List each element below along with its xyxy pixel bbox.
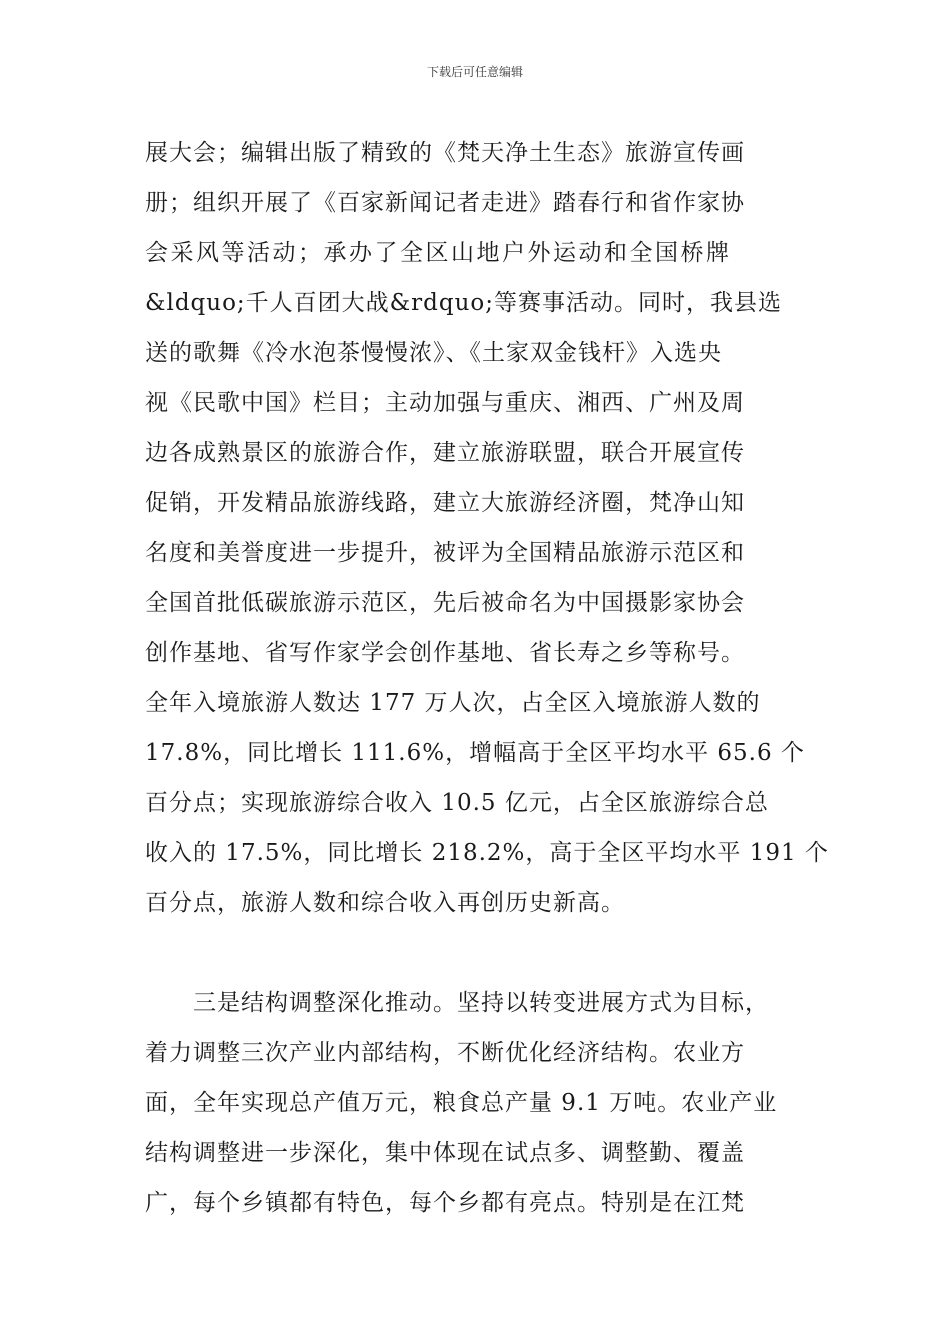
text-line: 会采风等活动；承办了全区山地户外运动和全国桥牌 bbox=[145, 240, 732, 266]
text-line: 三是结构调整深化推动。坚持以转变进展方式为目标， bbox=[145, 990, 769, 1016]
text-line: 收入的 17.5%，同比增长 218.2%，高于全区平均水平 191 个 bbox=[145, 840, 829, 866]
text-line: 结构调整进一步深化，集中体现在试点多、调整勤、覆盖 bbox=[145, 1140, 745, 1166]
paragraph-tourism bbox=[145, 128, 829, 928]
text-line: &ldquo;千人百团大战&rdquo;等赛事活动。同时，我县选 bbox=[145, 290, 783, 316]
text-line: 全年入境旅游人数达 177 万人次，占全区入境旅游人数的 bbox=[145, 690, 761, 716]
text-line: 视《民歌中国》栏目；主动加强与重庆、湘西、广州及周 bbox=[145, 390, 745, 416]
page-header: 下载后可任意编辑 bbox=[426, 65, 523, 79]
text-line: 送的歌舞《冷水泡茶慢慢浓》、《土家双金钱杆》入选央 bbox=[145, 340, 722, 366]
text-line: 百分点；实现旅游综合收入 10.5 亿元，占全区旅游综合总 bbox=[145, 790, 769, 816]
text-line: 全国首批低碳旅游示范区，先后被命名为中国摄影家协会 bbox=[145, 590, 745, 616]
text-line: 百分点，旅游人数和综合收入再创历史新高。 bbox=[145, 890, 625, 916]
text-line: 17.8%，同比增长 111.6%，增幅高于全区平均水平 65.6 个 bbox=[145, 740, 805, 766]
text-line: 名度和美誉度进一步提升，被评为全国精品旅游示范区和 bbox=[145, 540, 745, 566]
text-line: 面，全年实现总产值万元，粮食总产量 9.1 万吨。农业产业 bbox=[145, 1090, 778, 1116]
text-line: 促销，开发精品旅游线路，建立大旅游经济圈，梵净山知 bbox=[145, 490, 745, 516]
paragraph-structure-adjustment bbox=[145, 978, 815, 1228]
text-line: 广，每个乡镇都有特色，每个乡都有亮点。特别是在江梵 bbox=[145, 1190, 745, 1216]
text-line: 着力调整三次产业内部结构，不断优化经济结构。农业方 bbox=[145, 1040, 745, 1066]
text-line: 展大会；编辑出版了精致的《梵天净土生态》旅游宣传画 bbox=[145, 140, 745, 166]
text-line: 边各成熟景区的旅游合作，建立旅游联盟，联合开展宣传 bbox=[145, 440, 745, 466]
text-line: 创作基地、省写作家学会创作基地、省长寿之乡等称号。 bbox=[145, 640, 745, 666]
text-line: 册；组织开展了《百家新闻记者走进》踏春行和省作家协 bbox=[145, 190, 745, 216]
